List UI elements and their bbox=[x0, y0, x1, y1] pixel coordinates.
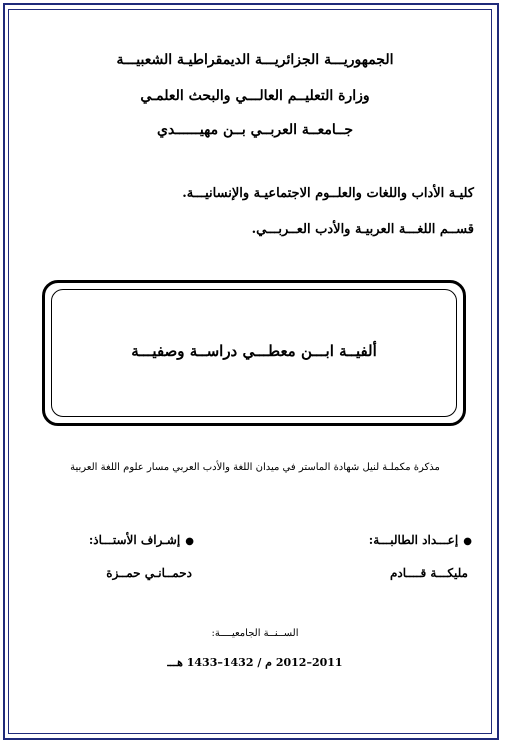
bullet-icon: ● bbox=[463, 536, 472, 547]
student-label: إعـــداد الطالبـــة: bbox=[368, 533, 459, 547]
academic-year-value: 2011–2012 م / 1432–1433 هـــ bbox=[167, 656, 343, 669]
supervisor-label: إشـراف الأستـــاذ: bbox=[88, 533, 181, 547]
student-name: مليكـــة قــــادم bbox=[389, 566, 468, 580]
faculty-name: كليـة الأداب واللغات والعلــوم الاجتماعيـة والإنسانيـــة. bbox=[182, 186, 474, 201]
supervisor-label-row bbox=[89, 529, 194, 548]
student-label-row bbox=[369, 529, 472, 548]
thesis-description: مذكرة مكملـة لنيل شهادة الماستر في ميدان اللغة والأدب العربي مسار علوم اللغة العربية bbox=[70, 462, 440, 473]
ministry-heading: وزارة التعليــم العالـــي والبحث العلمـي bbox=[140, 88, 370, 104]
thesis-title: ألفيــة ابـــن معطـــي دراســة وصفيـــة bbox=[131, 342, 377, 360]
bullet-icon: ● bbox=[185, 536, 194, 547]
republic-heading: الجمهوريـــة الجزائريـــة الديمقراطيـة الشعبيـــة bbox=[116, 52, 394, 68]
department-name: قســم اللغـــة العربيـة والأدب العــربـــي. bbox=[251, 222, 474, 237]
supervisor-name: دحمــانـي حمــزة bbox=[106, 566, 192, 580]
university-heading: جــامعــة العربــي بــن مهيــــــدي bbox=[157, 122, 353, 138]
academic-year-label: الســنــة الجامعيــــة: bbox=[211, 628, 299, 639]
